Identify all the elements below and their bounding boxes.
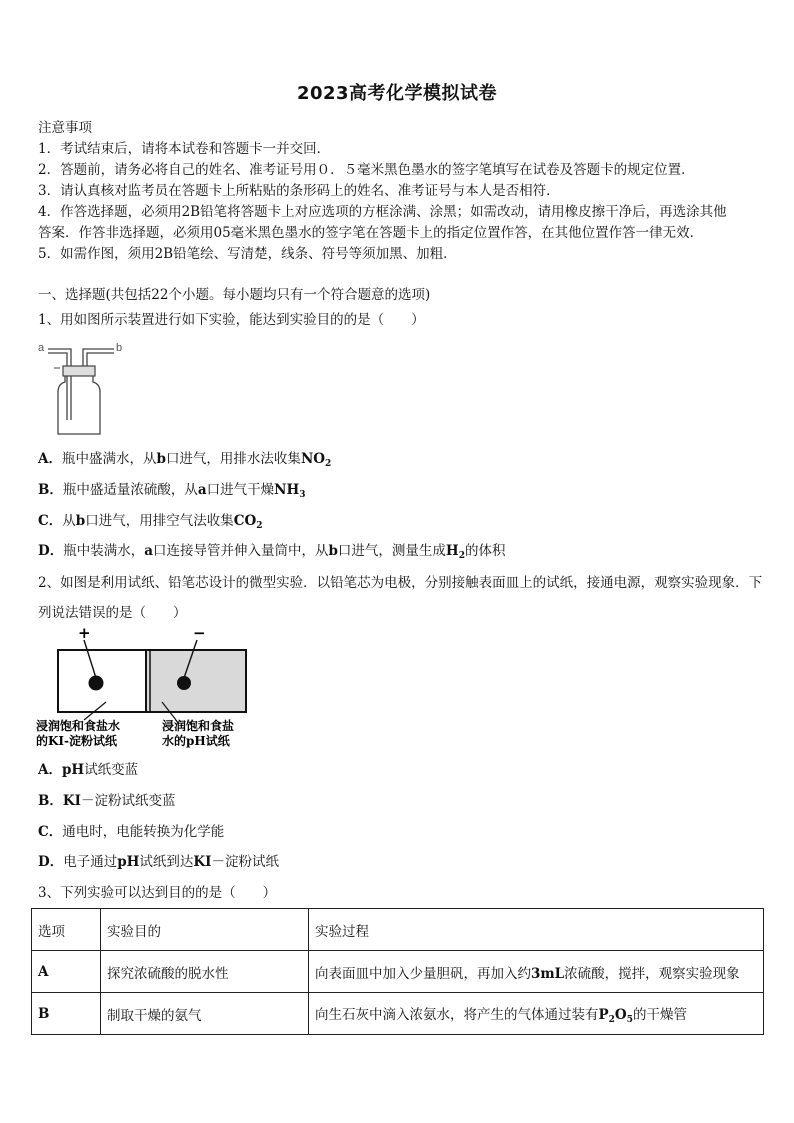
q3-table <box>31 908 764 1035</box>
table-header-row <box>32 909 764 951</box>
row-b-goal: 制取干燥的氨气 <box>101 993 309 1035</box>
row-a-goal: 探究浓硫酸的脱水性 <box>101 951 309 993</box>
q2-option-b: B．KI－淀粉试纸变蓝 <box>38 793 176 809</box>
row-a-option: A <box>32 951 101 993</box>
row-b-process: 向生石灰中滴入浓氨水，将产生的气体通过装有$P_2O_5$的干燥管 <box>309 993 764 1035</box>
section-heading: 一、选择题(共包括22个小题。每小题均只有一个符合题意的选项) <box>38 287 431 303</box>
q1-option-c: C．从b口进气，用排空气法收集$CO_2$ <box>38 513 263 531</box>
row-b-option: B <box>32 993 101 1035</box>
header-option: 选项 <box>32 909 101 951</box>
fig-left-label-2: 的KI-淀粉试纸 <box>36 734 118 748</box>
electrolysis-figure <box>36 626 256 752</box>
q2-stem-2: 列说法错误的是（ ） <box>38 605 187 621</box>
notice-item-5: 5．如需作图，须用2B铅笔绘、写清楚，线条、符号等须加黑、加粗． <box>38 246 457 262</box>
q1-stem: 1、用如图所示装置进行如下实验，能达到实验目的的是（ ） <box>38 312 425 328</box>
q1-option-a: A．瓶中盛满水，从b口进气，用排水法收集$NO_2$ <box>38 451 332 469</box>
notice-heading: 注意事项 <box>38 120 92 136</box>
fig-right-label-1: 浸润饱和食盐 <box>162 719 235 733</box>
fig-label-b: b <box>116 342 123 354</box>
fig-minus-sign: − <box>193 626 206 642</box>
table-row <box>32 951 764 993</box>
q2-option-d: D．电子通过pH试纸到达KI－淀粉试纸 <box>38 854 279 870</box>
q1-option-b: B．瓶中盛适量浓硫酸，从a口进气干燥$NH_3$ <box>38 482 306 500</box>
notice-item-1: 1．考试结束后，请将本试卷和答题卡一并交回． <box>38 141 331 157</box>
header-process: 实验过程 <box>309 909 764 951</box>
q1-option-d: D．瓶中装满水，a口连接导管并伸入量筒中，从b口进气，测量生成$H_2$的体积 <box>38 543 506 561</box>
notice-item-4: 4．作答选择题，必须用2B铅笔将答题卡上对应选项的方框涂满、涂黑；如需改动，请用橡皮擦干净后，再选涂其他 <box>38 204 727 220</box>
notice-item-3: 3．请认真核对监考员在答题卡上所粘贴的条形码上的姓名、准考证号与本人是否相符． <box>38 183 560 199</box>
fig-right-label-2: 水的pH试纸 <box>162 734 230 748</box>
q2-stem-1: 2、如图是利用试纸、铅笔芯设计的微型实验．以铅笔芯为电极，分别接触表面皿上的试纸，接通电源，观察实验现象．下 <box>38 575 763 591</box>
fig-label-a: a <box>38 342 45 354</box>
fig-plus-sign: + <box>78 626 91 642</box>
notice-item-4-cont: 答案．作答非选择题，必须用05毫米黑色墨水的签字笔在答题卡上的指定位置作答，在其他位置作答一律无效． <box>38 225 704 241</box>
page-title: 2023高考化学模拟试卷 <box>296 83 498 104</box>
gas-bottle-figure <box>36 338 136 438</box>
q3-stem: 3、下列实验可以达到目的的是（ ） <box>38 885 277 901</box>
header-goal: 实验目的 <box>101 909 309 951</box>
q2-option-a: A．pH试纸变蓝 <box>38 762 139 778</box>
row-a-process: 向表面皿中加入少量胆矾，再加入约3mL浓硫酸，搅拌，观察实验现象 <box>309 951 764 993</box>
fig-left-label-1: 浸润饱和食盐水 <box>36 719 121 733</box>
q2-option-c: C．通电时，电能转换为化学能 <box>38 824 225 840</box>
notice-item-2: 2．答题前，请务必将自己的姓名、准考证号用０．５毫米黑色墨水的签字笔填写在试卷及答题卡的规定位置． <box>38 162 695 178</box>
table-row <box>32 993 764 1035</box>
